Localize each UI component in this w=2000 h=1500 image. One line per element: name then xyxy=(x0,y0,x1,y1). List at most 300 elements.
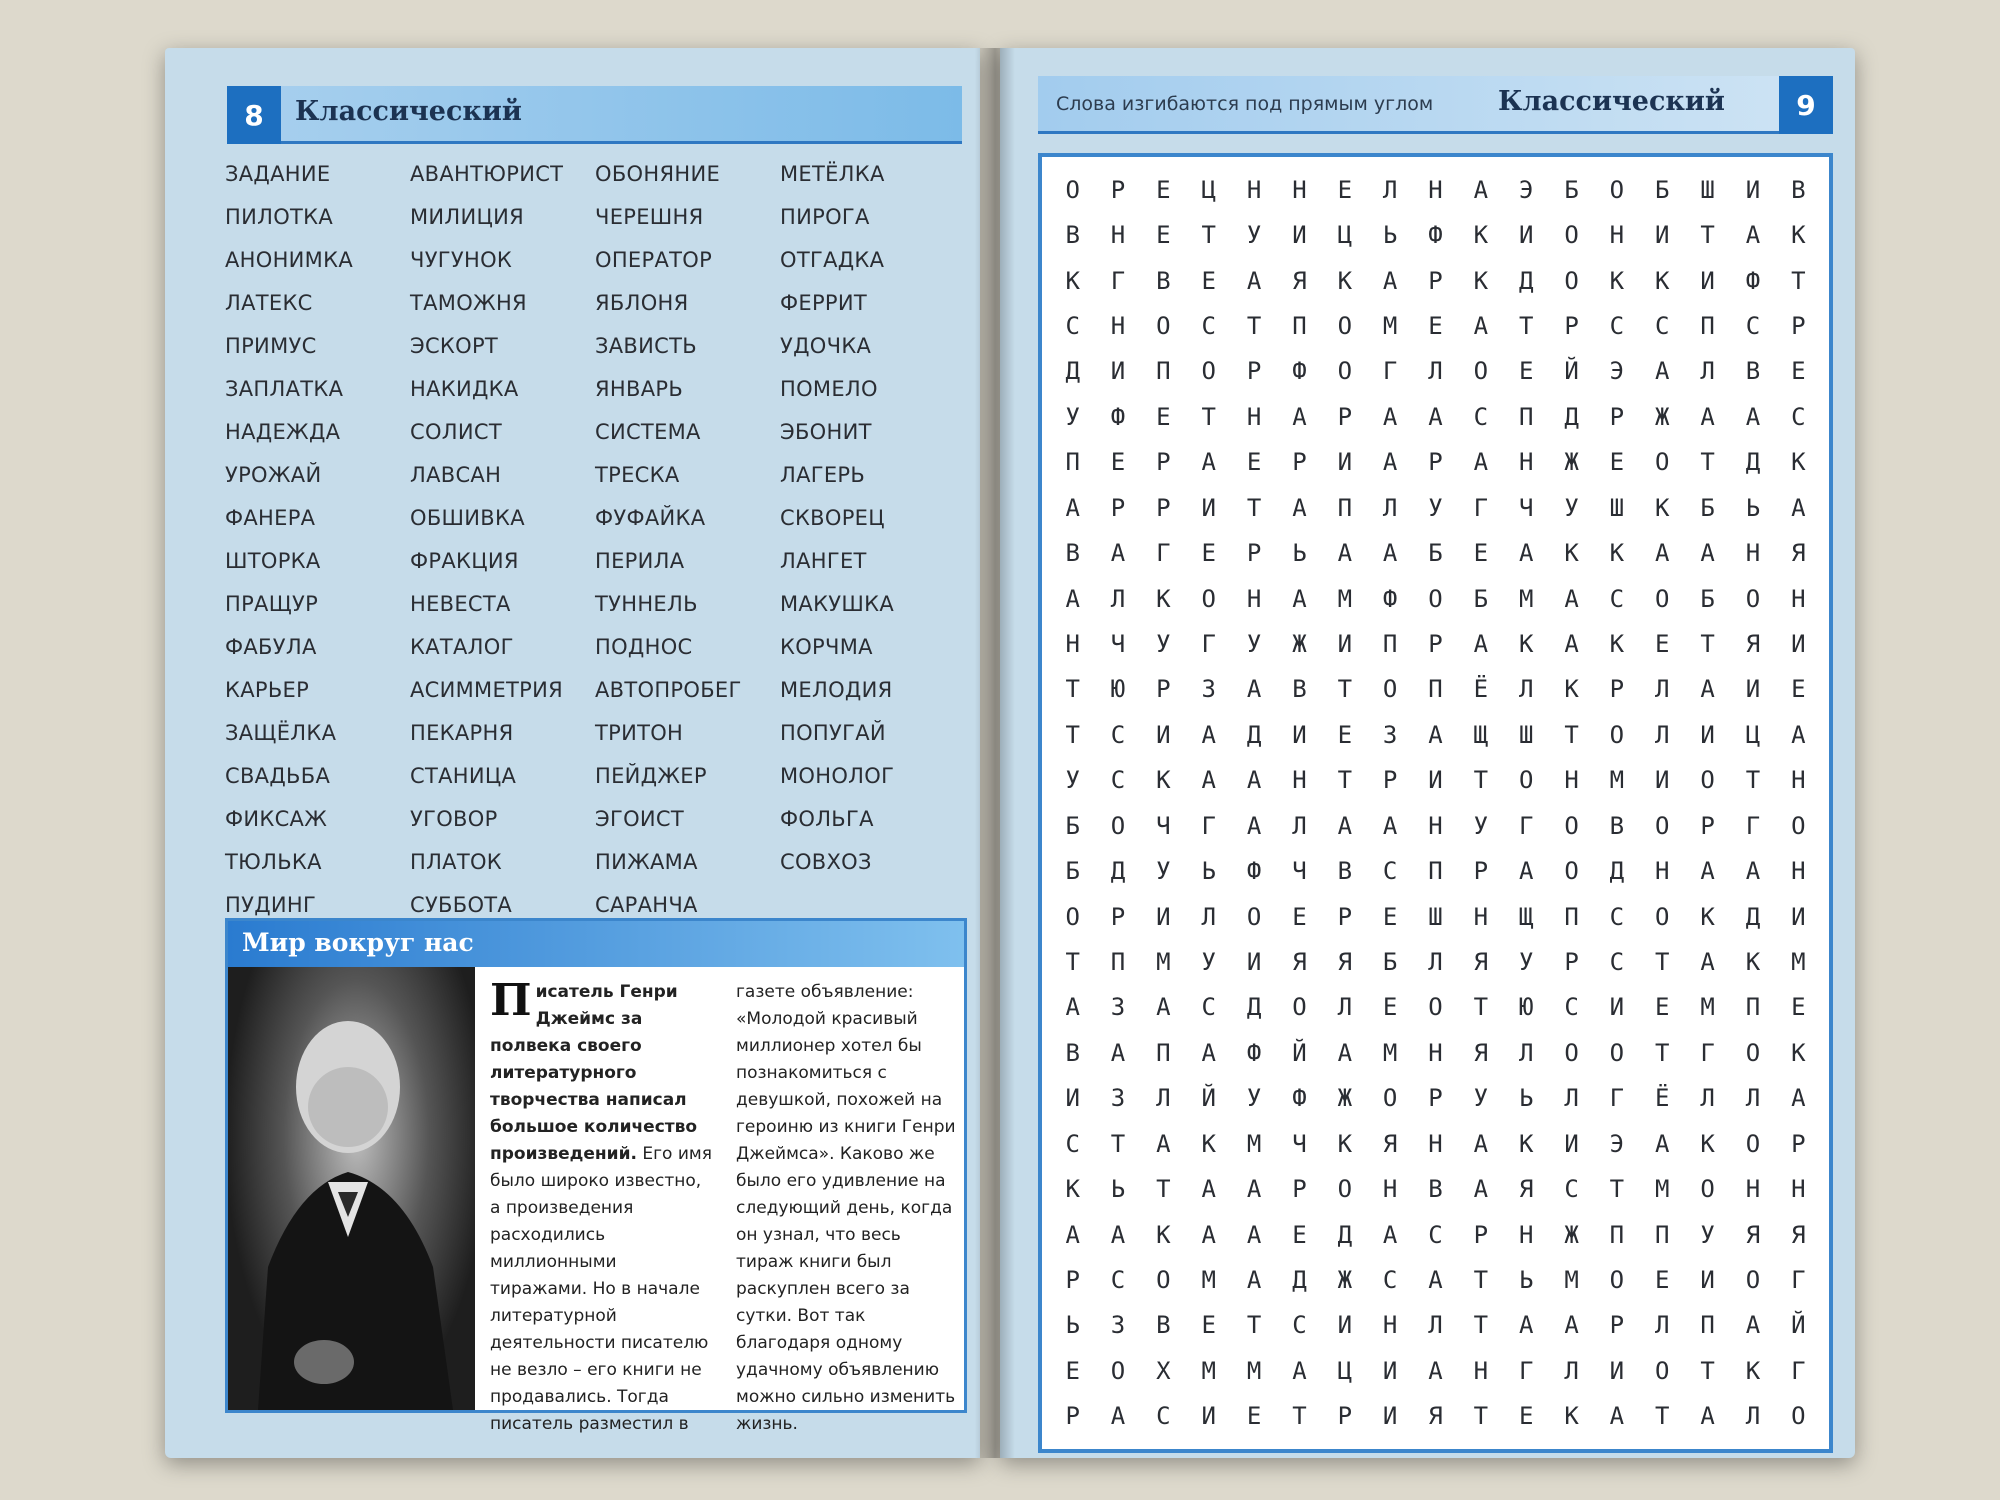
grid-letter: А xyxy=(1700,947,1715,976)
grid-letter: Ь xyxy=(1065,1311,1080,1340)
grid-letter: Е xyxy=(1337,175,1353,204)
grid-letter: Т xyxy=(1473,1265,1489,1294)
word-item: ЭБОНИТ xyxy=(780,420,872,444)
grid-letter: Б xyxy=(1065,857,1080,886)
word-item: ПИЛОТКА xyxy=(225,205,334,229)
word-item: МИЛИЦИЯ xyxy=(410,205,525,229)
grid-letter: Я xyxy=(1473,947,1489,976)
grid-letter: Т xyxy=(1700,629,1715,658)
grid-letter: Ч xyxy=(1292,1129,1307,1158)
grid-letter: Е xyxy=(1791,993,1806,1022)
word-item: АВТОПРОБЕГ xyxy=(595,678,742,702)
grid-letter: А xyxy=(1473,1129,1489,1158)
grid-letter: Т xyxy=(1337,766,1353,795)
word-item: ЧЕРЕШНЯ xyxy=(595,205,704,229)
word-item: ФРАКЦИЯ xyxy=(410,549,519,573)
grid-letter: Ш xyxy=(1609,493,1625,522)
grid-letter: Н xyxy=(1745,539,1761,568)
grid-letter: Ь xyxy=(1201,857,1216,886)
grid-letter: Б xyxy=(1473,584,1489,613)
grid-letter: Л xyxy=(1156,1084,1171,1113)
grid-letter: Ф xyxy=(1246,1038,1262,1067)
grid-letter: О xyxy=(1791,811,1806,840)
grid-letter: А xyxy=(1473,448,1489,477)
grid-letter: А xyxy=(1655,1129,1670,1158)
grid-letter: Е xyxy=(1609,448,1625,477)
grid-letter: К xyxy=(1655,493,1670,522)
grid-letter: Н xyxy=(1609,221,1625,250)
grid-letter: О xyxy=(1609,175,1625,204)
grid-letter: А xyxy=(1201,448,1216,477)
word-item: МАКУШКА xyxy=(780,592,895,616)
grid-letter: И xyxy=(1700,720,1715,749)
grid-letter: Ш xyxy=(1518,720,1534,749)
grid-letter: И xyxy=(1655,221,1670,250)
article-heading-bar xyxy=(228,921,964,967)
grid-letter: Д xyxy=(1745,448,1761,477)
grid-letter: О xyxy=(1065,902,1080,931)
grid-letter: О xyxy=(1655,584,1670,613)
grid-letter: И xyxy=(1700,266,1715,295)
article-dropcap: П xyxy=(490,975,532,1026)
grid-letter: О xyxy=(1745,1038,1761,1067)
grid-letter: П xyxy=(1745,993,1761,1022)
grid-letter: О xyxy=(1201,584,1216,613)
grid-letter: А xyxy=(1745,1311,1761,1340)
word-item: МЕЛОДИЯ xyxy=(780,678,893,702)
word-item: КАРЬЕР xyxy=(225,678,310,702)
grid-letter: Р xyxy=(1337,402,1353,431)
grid-letter: А xyxy=(1428,402,1443,431)
grid-letter: Е xyxy=(1655,1265,1670,1294)
grid-letter: Е xyxy=(1382,902,1398,931)
grid-letter: А xyxy=(1201,1038,1216,1067)
grid-letter: О xyxy=(1609,1038,1625,1067)
grid-letter: Е xyxy=(1382,993,1398,1022)
grid-letter: А xyxy=(1700,402,1715,431)
grid-letter: Ь xyxy=(1382,221,1398,250)
grid-letter: А xyxy=(1428,1265,1443,1294)
grid-letter: В xyxy=(1292,675,1307,704)
word-item: ТУННЕЛЬ xyxy=(595,592,698,616)
grid-letter: К xyxy=(1201,1129,1216,1158)
word-item: СУББОТА xyxy=(410,893,513,917)
grid-letter: О xyxy=(1700,766,1715,795)
grid-letter: К xyxy=(1065,1175,1080,1204)
grid-letter: В xyxy=(1745,357,1761,386)
grid-letter: Р xyxy=(1609,1311,1625,1340)
grid-letter: Ф xyxy=(1246,857,1262,886)
grid-letter: Н xyxy=(1655,857,1670,886)
grid-letter: О xyxy=(1655,448,1670,477)
grid-letter: А xyxy=(1382,266,1398,295)
word-item: ПУДИНГ xyxy=(225,893,317,917)
grid-letter: Ю xyxy=(1518,993,1534,1022)
grid-letter: П xyxy=(1428,857,1443,886)
word-item: СТАНИЦА xyxy=(410,764,517,788)
grid-letter: А xyxy=(1065,584,1080,613)
word-item: ОПЕРАТОР xyxy=(595,248,713,272)
grid-letter: Л xyxy=(1745,1084,1761,1113)
grid-letter: Б xyxy=(1564,175,1579,204)
grid-letter: Х xyxy=(1156,1356,1171,1385)
grid-letter: Л xyxy=(1337,993,1353,1022)
grid-letter: И xyxy=(1609,1356,1625,1385)
grid-letter: А xyxy=(1655,539,1670,568)
grid-letter: Й xyxy=(1791,1311,1806,1340)
grid-letter: Б xyxy=(1428,539,1443,568)
grid-letter: Щ xyxy=(1518,902,1534,931)
grid-letter: Е xyxy=(1156,402,1171,431)
grid-letter: Р xyxy=(1246,357,1262,386)
grid-letter: К xyxy=(1473,221,1489,250)
word-item: ПРАЩУР xyxy=(225,592,319,616)
grid-letter: Э xyxy=(1518,175,1534,204)
grid-letter: К xyxy=(1791,221,1806,250)
grid-letter: О xyxy=(1564,1038,1579,1067)
grid-letter: У xyxy=(1564,493,1579,522)
grid-letter: Д xyxy=(1564,402,1579,431)
grid-letter: С xyxy=(1609,311,1625,340)
grid-letter: Л xyxy=(1655,720,1670,749)
grid-letter: Г xyxy=(1700,1038,1715,1067)
grid-letter: И xyxy=(1655,766,1670,795)
grid-letter: С xyxy=(1609,584,1625,613)
grid-letter: К xyxy=(1791,1038,1806,1067)
word-item: ТРЕСКА xyxy=(595,463,680,487)
grid-letter: Ч xyxy=(1156,811,1171,840)
grid-letter: И xyxy=(1292,720,1307,749)
grid-letter: В xyxy=(1428,1175,1443,1204)
grid-letter: Е xyxy=(1065,1356,1080,1385)
grid-letter: У xyxy=(1246,629,1262,658)
grid-letter: Л xyxy=(1428,357,1443,386)
grid-letter: А xyxy=(1700,1402,1715,1431)
grid-letter: Е xyxy=(1246,1402,1262,1431)
word-item: МОНОЛОГ xyxy=(780,764,895,788)
grid-letter: Я xyxy=(1745,629,1761,658)
word-item: ТЮЛЬКА xyxy=(225,850,322,874)
grid-letter: Л xyxy=(1518,1038,1534,1067)
grid-letter: Ч xyxy=(1110,629,1126,658)
grid-letter: Л xyxy=(1655,1311,1670,1340)
grid-letter: Л xyxy=(1700,1084,1715,1113)
article-box xyxy=(225,918,967,1434)
grid-letter: П xyxy=(1428,675,1443,704)
grid-letter: Р xyxy=(1428,629,1443,658)
grid-letter: Ч xyxy=(1518,493,1534,522)
grid-letter: А xyxy=(1292,584,1307,613)
grid-letter: Т xyxy=(1473,1402,1489,1431)
grid-letter: О xyxy=(1655,1356,1670,1385)
grid-letter: Д xyxy=(1518,266,1534,295)
grid-letter: О xyxy=(1564,811,1579,840)
grid-letter: Н xyxy=(1382,1175,1398,1204)
grid-letter: Н xyxy=(1428,175,1443,204)
grid-letter: И xyxy=(1337,629,1353,658)
grid-letter: И xyxy=(1428,766,1443,795)
grid-letter: А xyxy=(1655,357,1670,386)
grid-letter: Ё xyxy=(1473,675,1489,704)
word-item: ПРИМУС xyxy=(225,334,317,358)
grid-letter: У xyxy=(1065,766,1080,795)
grid-letter: С xyxy=(1201,311,1216,340)
grid-letter: Л xyxy=(1700,357,1715,386)
grid-letter: Е xyxy=(1201,1311,1216,1340)
grid-letter: И xyxy=(1609,993,1625,1022)
grid-letter: Ж xyxy=(1337,1265,1353,1294)
grid-letter: Г xyxy=(1473,493,1489,522)
grid-letter: П xyxy=(1110,947,1126,976)
word-item: ПОМЕЛО xyxy=(780,377,878,401)
grid-letter: Р xyxy=(1110,493,1126,522)
grid-letter: И xyxy=(1292,221,1307,250)
grid-letter: О xyxy=(1473,357,1489,386)
grid-letter: П xyxy=(1564,902,1579,931)
grid-letter: Ц xyxy=(1745,720,1761,749)
grid-letter: К xyxy=(1518,1129,1534,1158)
grid-letter: Р xyxy=(1428,448,1443,477)
word-item: КАТАЛОГ xyxy=(410,635,514,659)
grid-letter: Е xyxy=(1292,902,1307,931)
grid-letter: Л xyxy=(1745,1402,1761,1431)
grid-letter: Е xyxy=(1473,539,1489,568)
grid-letter: Р xyxy=(1292,448,1307,477)
grid-letter: Т xyxy=(1655,947,1670,976)
grid-letter: С xyxy=(1609,947,1625,976)
grid-letter: А xyxy=(1065,993,1080,1022)
grid-letter: З xyxy=(1382,720,1398,749)
grid-letter: М xyxy=(1518,584,1534,613)
grid-letter: У xyxy=(1428,493,1443,522)
grid-letter: Т xyxy=(1065,675,1080,704)
grid-letter: Ю xyxy=(1110,675,1126,704)
grid-letter: У xyxy=(1473,1084,1489,1113)
grid-letter: Г xyxy=(1745,811,1761,840)
word-item: НЕВЕСТА xyxy=(410,592,511,616)
grid-letter: Д xyxy=(1292,1265,1307,1294)
word-item: ПЕРИЛА xyxy=(595,549,685,573)
grid-letter: О xyxy=(1564,221,1579,250)
grid-letter: И xyxy=(1246,947,1262,976)
grid-letter: Т xyxy=(1473,1311,1489,1340)
grid-letter: И xyxy=(1564,1129,1579,1158)
right-page-title: Классический xyxy=(1498,86,1725,117)
grid-letter: А xyxy=(1428,720,1443,749)
grid-letter: У xyxy=(1473,811,1489,840)
word-item: АВАНТЮРИСТ xyxy=(410,162,564,186)
grid-letter: Н xyxy=(1246,402,1262,431)
grid-letter: Я xyxy=(1791,1220,1806,1249)
grid-letter: Я xyxy=(1292,266,1307,295)
word-item: ЛАГЕРЬ xyxy=(780,463,866,487)
grid-letter: С xyxy=(1791,402,1806,431)
word-item: НАКИДКА xyxy=(410,377,519,401)
grid-letter: У xyxy=(1246,221,1262,250)
grid-letter: К xyxy=(1609,539,1625,568)
grid-letter: Р xyxy=(1110,175,1126,204)
word-item: ПИЖАМА xyxy=(595,850,698,874)
grid-letter: Ь xyxy=(1518,1265,1534,1294)
grid-letter: А xyxy=(1473,1175,1489,1204)
grid-letter: Ф xyxy=(1382,584,1398,613)
grid-letter: Я xyxy=(1428,1402,1443,1431)
word-item: ЭГОИСТ xyxy=(595,807,684,831)
word-item: СОЛИСТ xyxy=(410,420,502,444)
grid-letter: К xyxy=(1655,266,1670,295)
right-page-number: 9 xyxy=(1779,76,1833,134)
grid-letter: К xyxy=(1065,266,1080,295)
grid-letter: З xyxy=(1201,675,1216,704)
grid-letter: К xyxy=(1745,1356,1761,1385)
grid-letter: У xyxy=(1065,402,1080,431)
grid-letter: Т xyxy=(1473,993,1489,1022)
grid-letter: Ь xyxy=(1745,493,1761,522)
grid-letter: К xyxy=(1791,448,1806,477)
grid-letter: Б xyxy=(1382,947,1398,976)
grid-letter: Ь xyxy=(1110,1175,1126,1204)
grid-letter: С xyxy=(1564,993,1579,1022)
grid-letter: П xyxy=(1065,448,1080,477)
grid-letter: Ш xyxy=(1700,175,1715,204)
grid-letter: Т xyxy=(1246,493,1262,522)
grid-letter: Л xyxy=(1292,811,1307,840)
grid-letter: Л xyxy=(1518,675,1534,704)
grid-letter: А xyxy=(1518,539,1534,568)
grid-letter: И xyxy=(1382,1356,1398,1385)
grid-letter: Ж xyxy=(1292,629,1307,658)
grid-letter: Р xyxy=(1609,675,1625,704)
grid-letter: Р xyxy=(1156,493,1171,522)
grid-letter: А xyxy=(1473,311,1489,340)
grid-letter: О xyxy=(1564,857,1579,886)
grid-letter: А xyxy=(1473,629,1489,658)
grid-letter: Т xyxy=(1791,266,1806,295)
word-item: МЕТЁЛКА xyxy=(780,162,885,186)
grid-letter: К xyxy=(1564,539,1579,568)
grid-letter: О xyxy=(1382,675,1398,704)
grid-letter: Н xyxy=(1246,584,1262,613)
grid-letter: Р xyxy=(1473,1220,1489,1249)
grid-letter: А xyxy=(1156,993,1171,1022)
grid-letter: А xyxy=(1382,402,1398,431)
grid-letter: Р xyxy=(1065,1402,1080,1431)
grid-letter: А xyxy=(1382,539,1398,568)
grid-letter: С xyxy=(1609,902,1625,931)
grid-letter: В xyxy=(1609,811,1625,840)
grid-letter: Т xyxy=(1518,311,1534,340)
word-item: ФЕРРИТ xyxy=(780,291,868,315)
grid-letter: А xyxy=(1745,221,1761,250)
grid-letter: Н xyxy=(1564,766,1579,795)
grid-letter: А xyxy=(1791,493,1806,522)
grid-letter: З xyxy=(1110,1311,1126,1340)
grid-letter: В xyxy=(1065,1038,1080,1067)
grid-letter: С xyxy=(1110,766,1126,795)
grid-letter: Ж xyxy=(1564,1220,1579,1249)
grid-letter: Р xyxy=(1564,311,1579,340)
grid-letter: Л xyxy=(1564,1356,1579,1385)
word-item: ЛАНГЕТ xyxy=(780,549,867,573)
grid-letter: К xyxy=(1564,675,1579,704)
grid-letter: А xyxy=(1292,493,1307,522)
grid-letter: Е xyxy=(1655,993,1670,1022)
grid-letter: Д xyxy=(1745,902,1761,931)
grid-letter: С xyxy=(1156,1402,1171,1431)
grid-letter: О xyxy=(1156,311,1171,340)
grid-letter: Р xyxy=(1337,902,1353,931)
grid-letter: Ф xyxy=(1292,357,1307,386)
grid-letter: Е xyxy=(1246,448,1262,477)
grid-letter: О xyxy=(1337,1175,1353,1204)
grid-letter: С xyxy=(1110,720,1126,749)
grid-letter: Н xyxy=(1791,1175,1806,1204)
grid-letter: Н xyxy=(1791,766,1806,795)
grid-letter: П xyxy=(1382,629,1398,658)
word-item: КОРЧМА xyxy=(780,635,873,659)
grid-letter: К xyxy=(1156,766,1171,795)
grid-letter: С xyxy=(1428,1220,1443,1249)
grid-letter: Ч xyxy=(1292,857,1307,886)
grid-letter: Н xyxy=(1065,629,1080,658)
article-body: Его имя было широко известно, а произведения расходились миллионными тиражами. Но в начале литературной деятельности писателю не везло – его книги не продавались. Тогда писатель разместил в газете объявление: «Молодой красивый миллионер хотел бы познакомиться с девушкой, похожей на героиню из книги Генри Джеймса». Каково же было его удивление на следующий день, когда он узнал, что весь тираж книги был раскуплен всего за сутки. Вот так благодаря одному удачному объявлению можно сильно изменить жизнь. xyxy=(490,982,956,1434)
grid-letter: П xyxy=(1518,402,1534,431)
grid-letter: М xyxy=(1791,947,1806,976)
grid-letter: Е xyxy=(1201,539,1216,568)
grid-letter: Г xyxy=(1201,629,1216,658)
grid-letter: Л xyxy=(1110,584,1126,613)
grid-letter: А xyxy=(1246,266,1262,295)
grid-letter: М xyxy=(1246,1356,1262,1385)
grid-letter: С xyxy=(1292,1311,1307,1340)
grid-letter: Л xyxy=(1428,1311,1443,1340)
grid-letter: Т xyxy=(1700,448,1715,477)
grid-letter: О xyxy=(1655,811,1670,840)
grid-letter: Б xyxy=(1700,584,1715,613)
grid-letter: А xyxy=(1246,1175,1262,1204)
grid-letter: Н xyxy=(1110,311,1126,340)
grid-letter: О xyxy=(1065,175,1080,204)
grid-letter: О xyxy=(1609,1265,1625,1294)
grid-letter: Ж xyxy=(1337,1084,1353,1113)
article-text xyxy=(490,975,960,1438)
word-item: ОБОНЯНИЕ xyxy=(595,162,721,186)
grid-letter: Н xyxy=(1428,811,1443,840)
grid-letter: Т xyxy=(1655,1038,1670,1067)
spine-shadow xyxy=(975,48,1015,1458)
grid-letter: А xyxy=(1428,1356,1443,1385)
grid-letter: А xyxy=(1564,629,1579,658)
grid-letter: И xyxy=(1337,448,1353,477)
grid-letter: Я xyxy=(1473,1038,1489,1067)
grid-letter: А xyxy=(1201,1175,1216,1204)
grid-letter: А xyxy=(1065,1220,1080,1249)
grid-letter: Г xyxy=(1201,811,1216,840)
word-item: УРОЖАЙ xyxy=(225,463,322,487)
word-item: САРАНЧА xyxy=(595,893,698,917)
grid-letter: Н xyxy=(1518,1220,1534,1249)
grid-letter: А xyxy=(1791,1084,1806,1113)
grid-letter: О xyxy=(1745,1129,1761,1158)
word-item: НАДЕЖДА xyxy=(225,420,341,444)
grid-letter: Г xyxy=(1110,266,1126,295)
grid-letter: А xyxy=(1292,402,1307,431)
grid-letter: Л xyxy=(1201,902,1216,931)
grid-letter: К xyxy=(1337,266,1353,295)
grid-letter: А xyxy=(1110,539,1126,568)
word-item: ЯБЛОНЯ xyxy=(595,291,689,315)
grid-letter: М xyxy=(1382,311,1398,340)
